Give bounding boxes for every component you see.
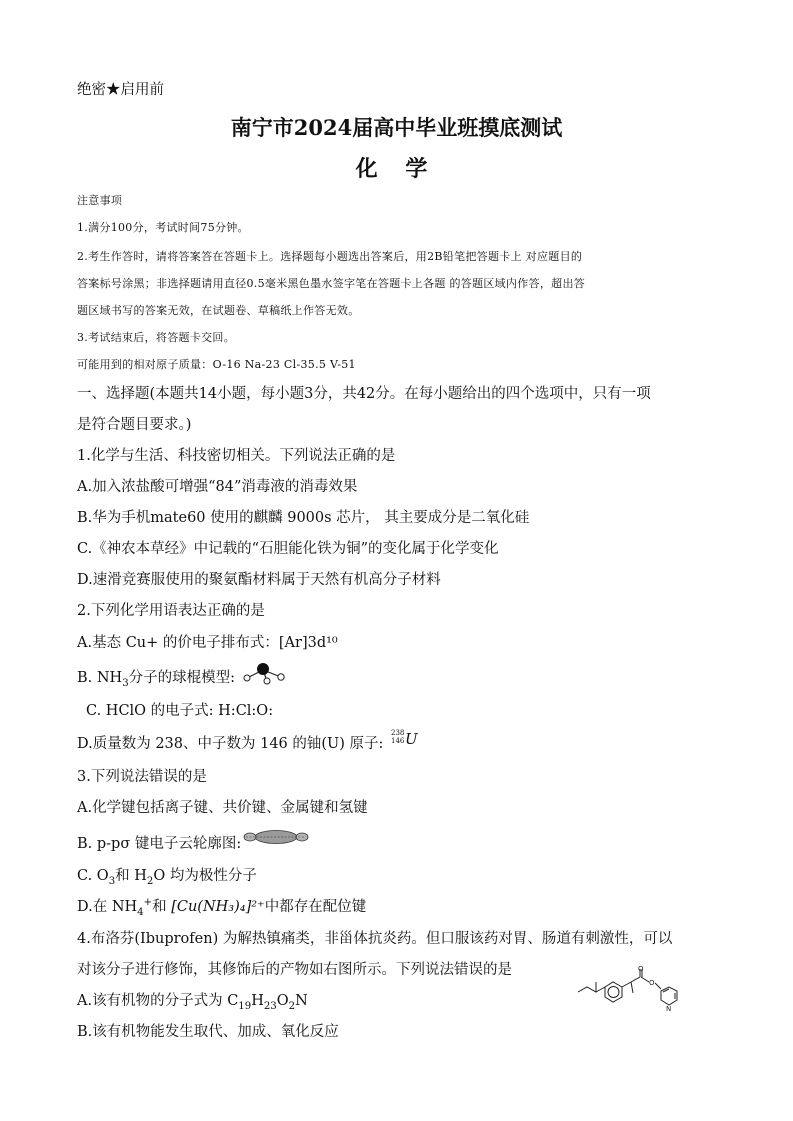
ibuprofen-ester-structure <box>575 965 695 1017</box>
q2-option-b: B. $NH_3$分子的球棍模型: <box>77 670 236 689</box>
q2-option-c: C. HClO 的电子式: H:Cl:O: <box>86 703 274 719</box>
q1-option-b: B.华为手机mate60 使用的麒麟 9000s 芯片， 其主要成分是二氧化硅 <box>77 510 530 526</box>
q2-option-a: A.基态 Cu+ 的价电子排布式：[Ar]3d¹⁰ <box>77 635 338 651</box>
uranium-nuclide: 238 146 <box>391 729 405 745</box>
q1-option-d: D.速滑竞赛服使用的聚氨酯材料属于天然有机高分子材料 <box>77 572 441 588</box>
q4-option-a: A.该有机物的分子式为 $C_{19}H_{23}O_2N$ <box>77 993 308 1012</box>
q4-stem-line-2: 对该分子进行修饰，其修饰后的产物如右图所示。下列说法错误的是 <box>77 962 512 978</box>
carbonyl-oxygen-label: O <box>638 965 644 973</box>
nh3-ball-stick-model <box>243 662 289 686</box>
atomic-masses: 可能用到的相对原子质量：O-16 Na-23 Cl-35.5 V-51 <box>77 358 356 371</box>
section-heading-line-2: 是符合题目要求。) <box>77 417 192 433</box>
p-p-sigma-orbital-diagram <box>244 828 308 846</box>
notes-item-2-line-1: 2.考生作答时，请将答案答在答题卡上。选择题每小题选出答案后，用2B铅笔把答题卡上 对应题目的 <box>77 250 583 263</box>
q3-option-a: A.化学键包括离子键、共价键、金属键和氢键 <box>77 800 368 816</box>
notes-item-1: 1.满分100分，考试时间75分钟。 <box>77 221 249 234</box>
section-heading-line-1: 一、选择题(本题共14小题，每小题3分，共42分。在每小题给出的四个选项中，只有一项 <box>77 386 651 402</box>
q3-stem: 3.下列说法错误的是 <box>77 769 207 785</box>
exam-title: 南宁市2024届高中毕业班摸底测试 <box>230 115 563 140</box>
q3-option-d: D.在 $NH_4^+$和 [Cu(NH₃)₄]²⁺中都存在配位键 <box>77 897 367 918</box>
q3-option-b: B. p-pσ 键电子云轮廓图: <box>77 836 242 852</box>
q2-stem: 2.下列化学用语表达正确的是 <box>77 603 265 619</box>
subject-title: 化 学 <box>355 156 438 182</box>
uranium-symbol: U <box>405 730 418 748</box>
notes-item-3: 3.考试结束后，将答题卡交回。 <box>77 331 235 344</box>
q4-option-b: B.该有机物能发生取代、加成、氧化反应 <box>77 1024 339 1040</box>
q3-option-c: C. $O_3$和 $H_2O$ 均为极性分子 <box>77 868 257 887</box>
notes-item-2-line-3: 题区域书写的答案无效，在试题卷、草稿纸上作答无效。 <box>77 304 360 317</box>
q4-stem-line-1: 4.布洛芬(Ibuprofen) 为解热镇痛类，非甾体抗炎药。但口服该药对胃、肠道有刺激性，可以 <box>77 931 673 947</box>
notes-heading: 注意事项 <box>77 194 123 207</box>
q1-option-c: C.《神农本草经》中记载的“石胆能化铁为铜”的变化属于化学变化 <box>77 541 499 557</box>
confidential-label: 绝密★启用前 <box>77 82 164 98</box>
q2-option-d: D.质量数为 238、中子数为 146 的铀(U) 原子: <box>77 736 384 752</box>
q1-option-a: A.加入浓盐酸可增强“84”消毒液的消毒效果 <box>77 479 358 495</box>
q1-stem: 1.化学与生活、科技密切相关。下列说法正确的是 <box>77 448 396 464</box>
notes-item-2-line-2: 答案标号涂黑；非选择题请用直径0.5毫米黑色墨水签字笔在答题卡上各题 的答题区域内作答，超出答 <box>77 277 586 290</box>
ester-oxygen-label: O <box>649 979 655 987</box>
pyridine-nitrogen-label: N <box>666 1005 672 1013</box>
